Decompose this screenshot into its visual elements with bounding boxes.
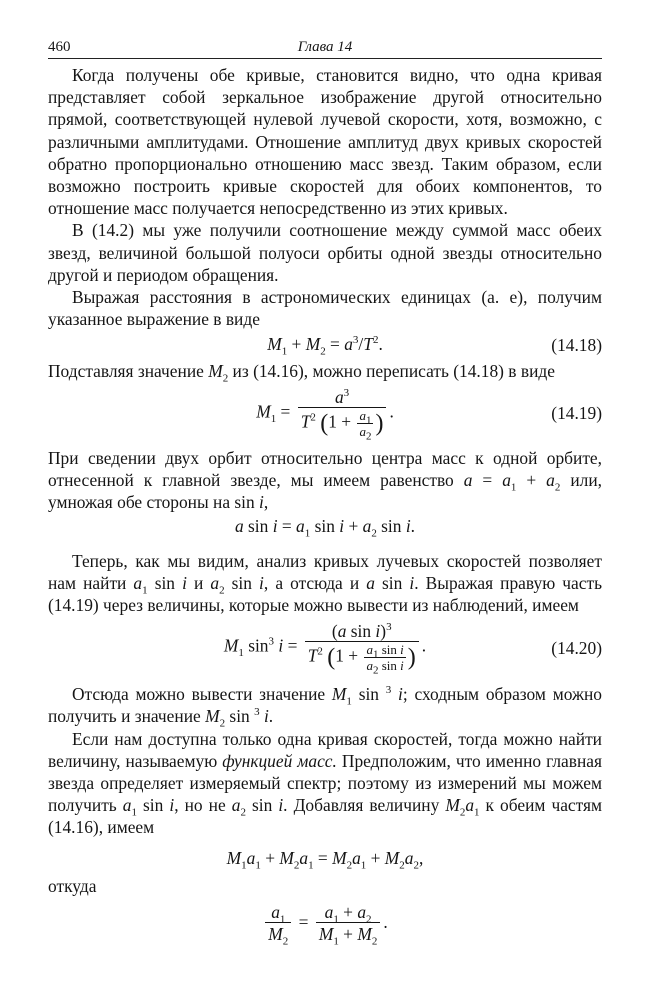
paragraph-6: Теперь, как мы видим, анализ кривых лучевых скоростей позволяет нам найти $a_1$ sin i и $a_2$ sin i, а отсюда и a sin i. Выражая правую часть (14.19) через величины, которые можно вывести из наблюдений, имеем [48, 550, 602, 616]
equation-14-18: $M_1 + M_2 = a^3/T^2$. (14.18) [267, 334, 602, 358]
chapter-title: Глава 14 [297, 39, 353, 55]
equation-asini: a $\sin i = a_1$ $\sin i + a_2$ sin i. [234, 516, 416, 540]
equation-number: (14.18) [551, 334, 602, 355]
equation-mass-sum: $M_1a_1 + M_2a_1 = M_2a_1 + M_2a_2$, [226, 847, 424, 872]
equation-number: (14.19) [551, 403, 602, 424]
equation-mass-ratio: $\frac{a_1}{M_2}$ = $\frac{a_1 + a_2}{M_1 + M_2}$ . [48, 903, 602, 945]
page-header [48, 36, 602, 64]
paragraph-4: Подставляя значение $M_2$ из (14.16), можно переписать (14.18) в виде [48, 360, 555, 385]
paragraph-7: Отсюда можно вывести значение $M_1$ sin $^3$ i; сходным образом можно получить и значение $M_2$ sin $^3$ i. [48, 684, 602, 730]
paragraph-9: откуда [48, 875, 97, 896]
header-rule [48, 58, 602, 59]
paragraph-1: Когда получены обе кривые, становится видно, что одна кривая представляет собой зеркальное изображение другой относительно прямой, соответствующей нулевой лучевой скорости, хотя, возможно, с различными амплитудами. Отношение амплитуд двух кривых скоростей обратно пропорционально отношению масс звезд. Таким образом, если возможно построить кривые скоростей для обоих компонентов, то отношение масс получается непосредственно из этих кривых. [48, 65, 602, 219]
page-number: 460 [48, 39, 71, 55]
equation-14-20: $M_1$ $\sin^3 i$ = (a sin i)$^3$ $T^2$ (1 + $\frac{a_1 \sin i}{a_2 \sin i}$ ) . (14.20) [223, 621, 602, 677]
equation-14-19: $M_1$ = $a^3$ $T^2$ (1 + $\frac{a_1}{a_2}$ ) . (14.19) [256, 386, 602, 443]
paragraph-2: В (14.2) мы уже получили соотношение между суммой масс обеих звезд, величиной большой полуоси орбиты одной звезды относительно другой и периодом обращения. [48, 220, 602, 285]
paragraph-8: Если нам доступна только одна кривая скоростей, тогда можно найти величину, называемую функцией масс. Предположим, что именно главная звезда определяет измеряемый спектр; поэтому из измерений мы можем получить $a_1$ sin i, но не $a_2$ sin i. Добавляя величину $M_2a_1$ к обеим частям (14.16), имеем [48, 728, 602, 838]
equation-number: (14.20) [551, 637, 602, 658]
paragraph-5: При сведении двух орбит относительно центра масс к одной орбите, отнесенной к главной звезде, мы имеем равенство $a = a_1 + a_2$ или, умножая обе стороны на sin i, [48, 447, 602, 513]
paragraph-3: Выражая расстояния в астрономических единицах (а. е), получим указанное выражение в виде [48, 287, 602, 330]
